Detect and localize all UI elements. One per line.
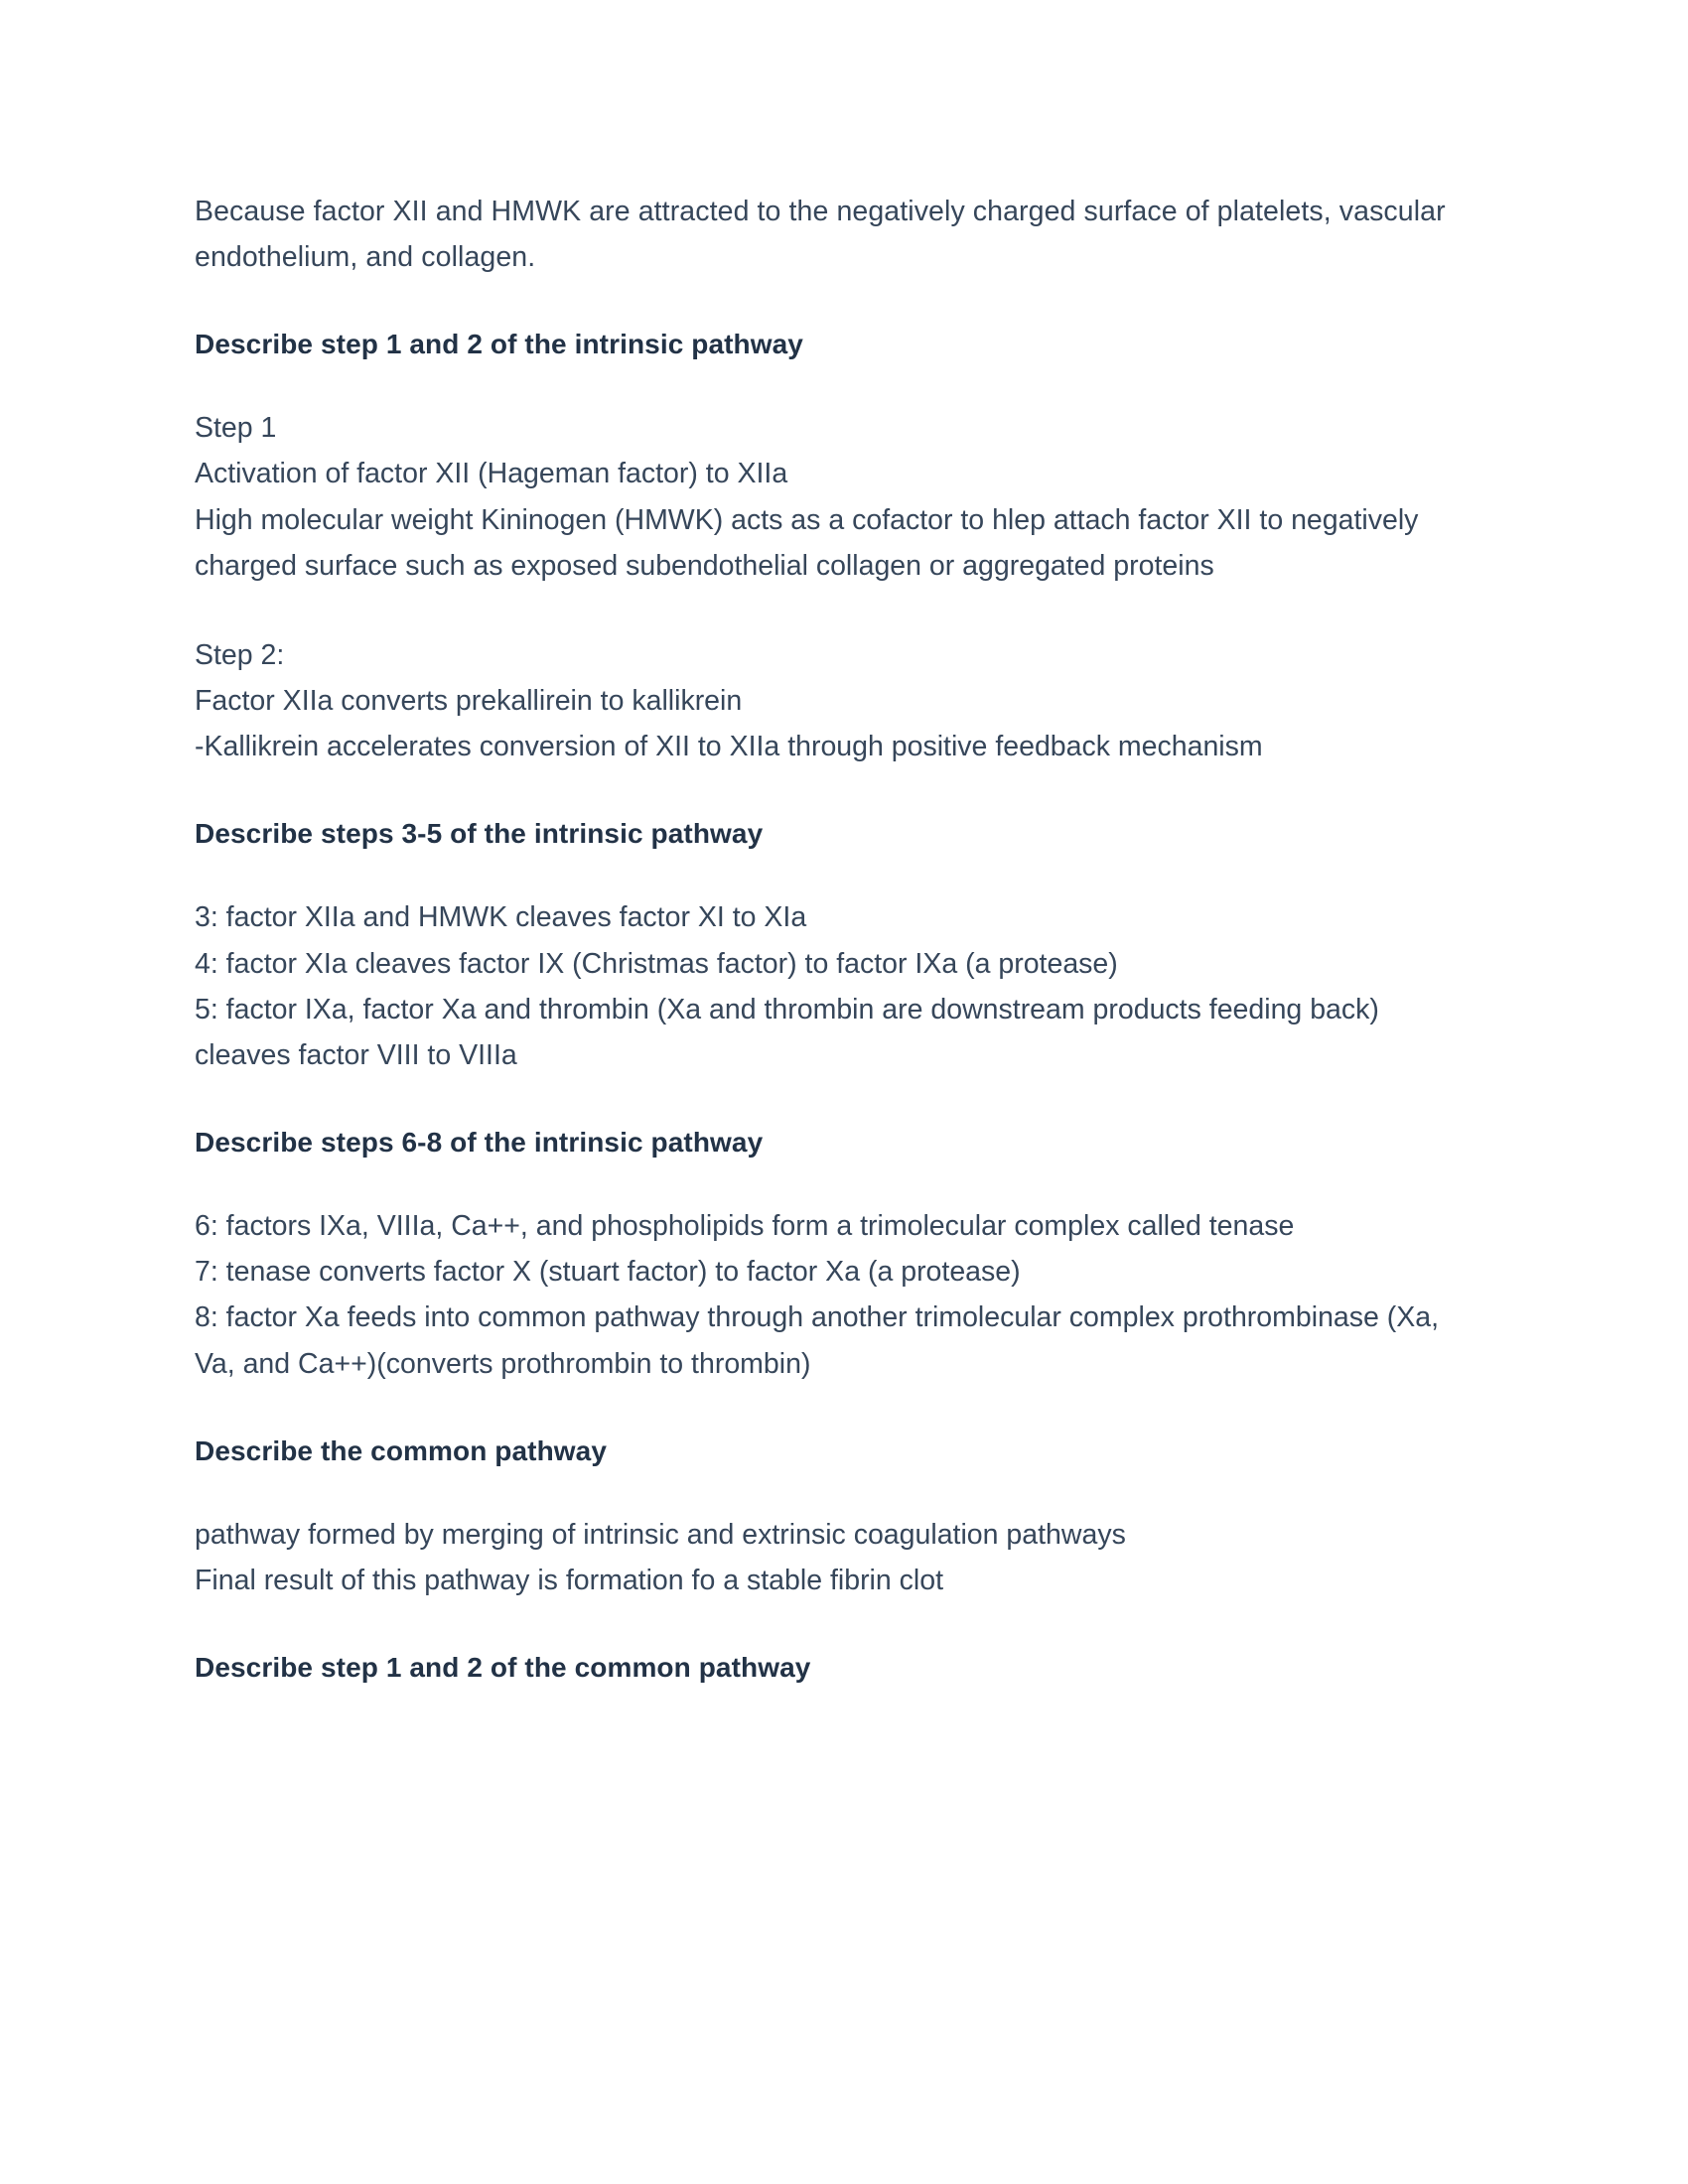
- heading-intrinsic-steps-3-5: Describe steps 3-5 of the intrinsic pathway: [195, 818, 764, 850]
- document-body: [195, 189, 1479, 1689]
- answer-line: Step 2:: [195, 638, 285, 671]
- answer-line: 6: factors IXa, VIIIa, Ca++, and phospholipids form a trimolecular complex called tenase: [195, 1210, 1295, 1243]
- answer-line: -Kallikrein accelerates conversion of XII to XIIa through positive feedback mechanism: [195, 731, 1263, 763]
- answer-line: 7: tenase converts factor X (stuart factor) to factor Xa (a protease): [195, 1256, 1021, 1289]
- heading-common-pathway: Describe the common pathway: [195, 1434, 608, 1466]
- answer-intrinsic-steps-3-5: [195, 894, 1479, 1078]
- answer-line: Step 1: [195, 412, 277, 445]
- answer-line: Factor XIIa converts prekallirein to kallikrein: [195, 685, 743, 718]
- answer-common-pathway: [195, 1512, 1479, 1603]
- answer-line: 8: factor Xa feeds into common pathway through another trimolecular complex prothrombinase (Xa, Va, and Ca++)(converts prothrombin to thrombin): [195, 1301, 1440, 1380]
- heading-common-step-1-2: Describe step 1 and 2 of the common pathway: [195, 1651, 811, 1683]
- answer-line: pathway formed by merging of intrinsic and extrinsic coagulation pathways: [195, 1518, 1126, 1551]
- answer-line: High molecular weight Kininogen (HMWK) acts as a cofactor to hlep attach factor XII to negatively charged surface such as exposed subendothelial collagen or aggregated proteins: [195, 503, 1419, 582]
- answer-intrinsic-steps-6-8: [195, 1203, 1479, 1387]
- answer-line: 4: factor XIa cleaves factor IX (Christmas factor) to factor IXa (a protease): [195, 947, 1118, 980]
- answer-line: Activation of factor XII (Hageman factor) to XIIa: [195, 458, 788, 490]
- answer-line: 5: factor IXa, factor Xa and thrombin (Xa and thrombin are downstream products feeding back) cleaves factor VIII to VIIIa: [195, 993, 1379, 1071]
- intro-paragraph: Because factor XII and HMWK are attracted to the negatively charged surface of platelets, vascular endothelium, and collagen.: [195, 196, 1446, 274]
- line-spacer: [195, 589, 1479, 632]
- answer-line: 3: factor XIIa and HMWK cleaves factor XI to XIa: [195, 901, 807, 934]
- answer-intrinsic-step-1-2: [195, 405, 1479, 769]
- heading-intrinsic-steps-6-8: Describe steps 6-8 of the intrinsic pathway: [195, 1127, 764, 1159]
- heading-intrinsic-step-1-2: Describe step 1 and 2 of the intrinsic pathway: [195, 329, 803, 360]
- answer-line: Final result of this pathway is formation fo a stable fibrin clot: [195, 1564, 944, 1596]
